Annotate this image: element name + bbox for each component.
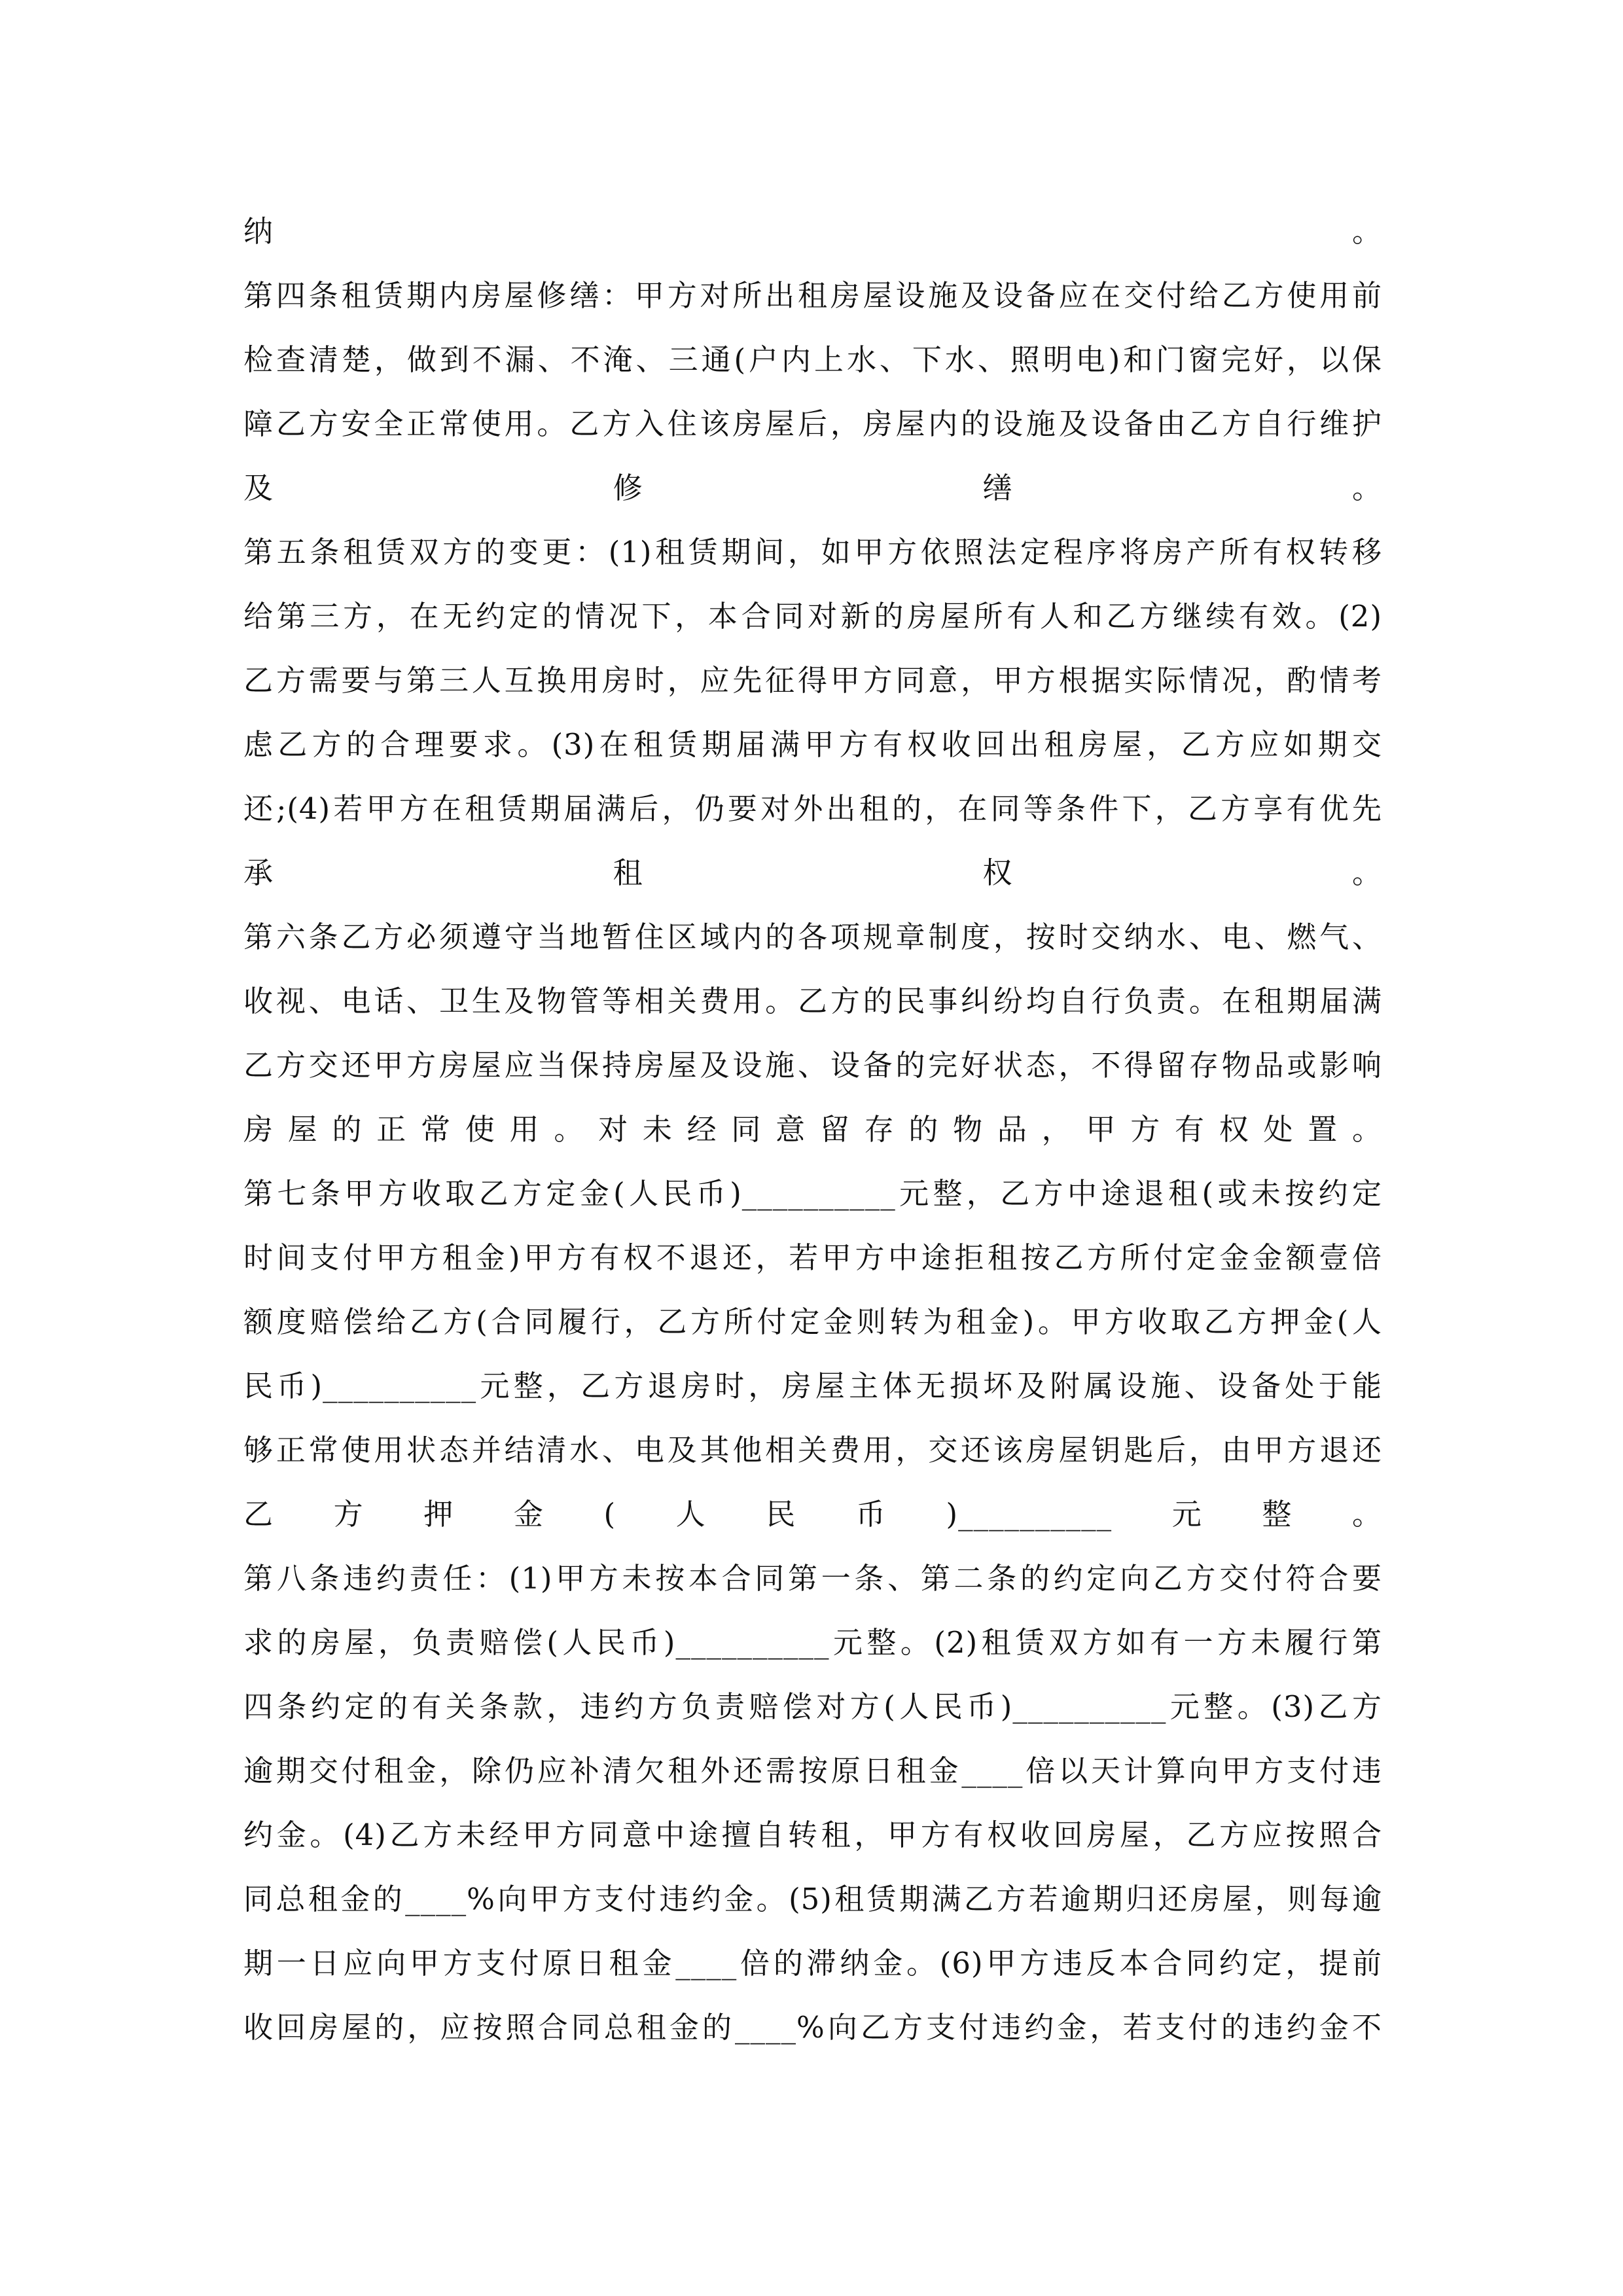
text-line: 乙方交还甲方房屋应当保持房屋及设施、设备的完好状态，不得留存物品或影响 (243, 1048, 1382, 1083)
text-line: 纳。 (243, 214, 1382, 249)
text-line: 第六条乙方必须遵守当地暂住区域内的各项规章制度，按时交纳水、电、燃气、 (243, 920, 1382, 954)
text-line: 虑乙方的合理要求。(3)在租赁期届满甲方有权收回出租房屋，乙方应如期交 (243, 727, 1382, 762)
text-line: 民币)__________元整，乙方退房时，房屋主体无损坏及附属设施、设备处于能 (243, 1369, 1382, 1403)
text-line: 收回房屋的，应按照合同总租金的____%向乙方支付违约金，若支付的违约金不 (243, 2010, 1382, 2045)
text-line: 时间支付甲方租金)甲方有权不退还，若甲方中途拒租按乙方所付定金金额壹倍 (243, 1240, 1382, 1275)
text-line: 给第三方，在无约定的情况下，本合同对新的房屋所有人和乙方继续有效。(2) (243, 599, 1382, 634)
text-line: 承租权。 (243, 855, 1382, 890)
text-line: 约金。(4)乙方未经甲方同意中途擅自转租，甲方有权收回房屋，乙方应按照合 (243, 1818, 1382, 1852)
text-line: 第五条租赁双方的变更：(1)租赁期间，如甲方依照法定程序将房产所有权转移 (243, 535, 1382, 569)
text-line: 乙方需要与第三人互换用房时，应先征得甲方同意，甲方根据实际情况，酌情考 (243, 663, 1382, 698)
text-line: 及修缮。 (243, 471, 1382, 505)
text-line: 第八条违约责任：(1)甲方未按本合同第一条、第二条的约定向乙方交付符合要 (243, 1561, 1382, 1596)
text-line: 逾期交付租金，除仍应补清欠租外还需按原日租金____倍以天计算向甲方支付违 (243, 1753, 1382, 1788)
text-line: 还;(4)若甲方在租赁期届满后，仍要对外出租的，在同等条件下，乙方享有优先 (243, 791, 1382, 826)
text-line: 第四条租赁期内房屋修缮：甲方对所出租房屋设施及设备应在交付给乙方使用前 (243, 278, 1382, 313)
text-line: 够正常使用状态并结清水、电及其他相关费用，交还该房屋钥匙后，由甲方退还 (243, 1433, 1382, 1467)
text-line: 检查清楚，做到不漏、不淹、三通(户内上水、下水、照明电)和门窗完好，以保 (243, 342, 1382, 377)
text-line: 收视、电话、卫生及物管等相关费用。乙方的民事纠纷均自行负责。在租期届满 (243, 984, 1382, 1018)
text-line: 额度赔偿给乙方(合同履行，乙方所付定金则转为租金)。甲方收取乙方押金(人 (243, 1304, 1382, 1339)
contract-body-text (243, 200, 1382, 2060)
text-line: 求的房屋，负责赔偿(人民币)__________元整。(2)租赁双方如有一方未履行第 (243, 1625, 1382, 1660)
text-line: 四条约定的有关条款，违约方负责赔偿对方(人民币)__________元整。(3)乙方 (243, 1689, 1382, 1724)
text-line: 期一日应向甲方支付原日租金____倍的滞纳金。(6)甲方违反本合同约定，提前 (243, 1946, 1382, 1981)
text-line: 障乙方安全正常使用。乙方入住该房屋后，房屋内的设施及设备由乙方自行维护 (243, 406, 1382, 441)
text-line: 同总租金的____%向甲方支付违约金。(5)租赁期满乙方若逾期归还房屋，则每逾 (243, 1882, 1382, 1916)
text-line: 房屋的正常使用。对未经同意留存的物品，甲方有权处置。 (243, 1112, 1382, 1147)
text-line: 乙方押金(人民币)__________元整。 (243, 1497, 1382, 1532)
text-line: 第七条甲方收取乙方定金(人民币)__________元整，乙方中途退租(或未按约定 (243, 1176, 1382, 1211)
